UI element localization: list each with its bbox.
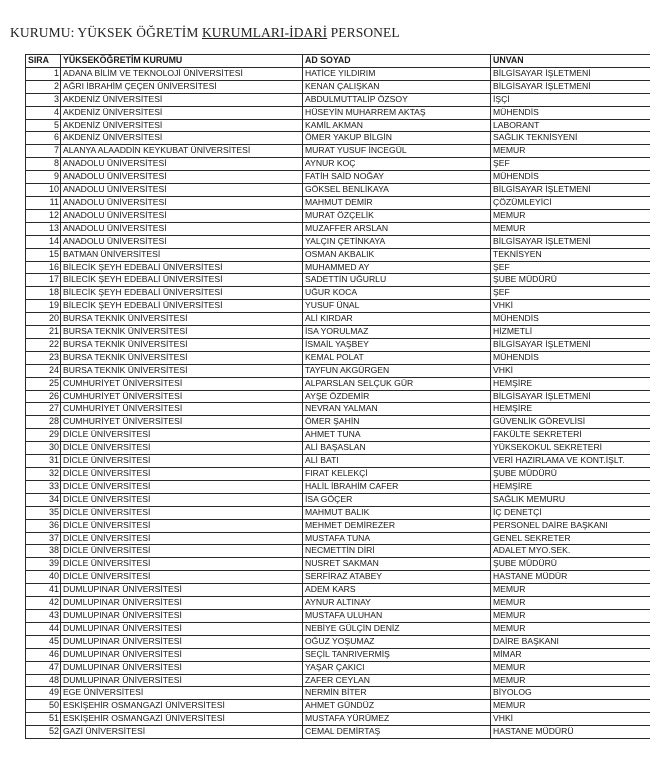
cell-kurum: DUMLUPINAR ÜNİVERSİTESİ: [61, 635, 303, 648]
cell-ad-soyad: ÖMER ŞAHİN: [303, 416, 491, 429]
table-row: [26, 80, 650, 93]
cell-unvan: MEMUR: [491, 674, 650, 687]
table-row: [26, 674, 650, 687]
cell-unvan: HİZMETLİ: [491, 326, 650, 339]
cell-ad-soyad: AYNUR KOÇ: [303, 158, 491, 171]
cell-ad-soyad: YUSUF ÜNAL: [303, 300, 491, 313]
table-row: [26, 597, 650, 610]
cell-unvan: BİLGİSAYAR İŞLETMENİ: [491, 80, 650, 93]
cell-ad-soyad: GÖKSEL BENLİKAYA: [303, 184, 491, 197]
table-row: [26, 248, 650, 261]
table-row: [26, 300, 650, 313]
cell-unvan: MEMUR: [491, 597, 650, 610]
cell-kurum: EGE ÜNİVERSİTESİ: [61, 687, 303, 700]
table-header-row: [26, 55, 650, 68]
cell-sira: 29: [26, 429, 61, 442]
cell-sira: 28: [26, 416, 61, 429]
cell-kurum: AKDENİZ ÜNİVERSİTESİ: [61, 132, 303, 145]
cell-sira: 21: [26, 326, 61, 339]
cell-unvan: PERSONEL DAİRE BAŞKANI: [491, 519, 650, 532]
cell-ad-soyad: HATİCE YILDIRIM: [303, 67, 491, 80]
cell-unvan: ADALET MYO.SEK.: [491, 545, 650, 558]
cell-unvan: GÜVENLİK GÖREVLİSİ: [491, 416, 650, 429]
cell-ad-soyad: HÜSEYİN MUHARREM AKTAŞ: [303, 106, 491, 119]
cell-sira: 3: [26, 93, 61, 106]
cell-unvan: HEMŞİRE: [491, 403, 650, 416]
cell-unvan: BİLGİSAYAR İŞLETMENİ: [491, 338, 650, 351]
cell-unvan: HEMŞİRE: [491, 480, 650, 493]
cell-kurum: ANADOLU ÜNİVERSİTESİ: [61, 209, 303, 222]
table-row: [26, 455, 650, 468]
cell-sira: 34: [26, 493, 61, 506]
cell-ad-soyad: KEMAL POLAT: [303, 351, 491, 364]
cell-kurum: AĞRI İBRAHİM ÇEÇEN ÜNİVERSİTESİ: [61, 80, 303, 93]
cell-sira: 24: [26, 364, 61, 377]
cell-sira: 11: [26, 196, 61, 209]
cell-ad-soyad: ALPARSLAN SELÇUK GÜR: [303, 377, 491, 390]
table-row: [26, 274, 650, 287]
cell-unvan: HEMŞİRE: [491, 377, 650, 390]
cell-unvan: BİLGİSAYAR İŞLETMENİ: [491, 235, 650, 248]
table-row: [26, 571, 650, 584]
cell-ad-soyad: SEÇİL TANRIVERMİŞ: [303, 648, 491, 661]
cell-sira: 22: [26, 338, 61, 351]
cell-sira: 42: [26, 597, 61, 610]
table-row: [26, 609, 650, 622]
cell-ad-soyad: YALÇIN ÇETİNKAYA: [303, 235, 491, 248]
table-row: [26, 545, 650, 558]
cell-kurum: CUMHURİYET ÜNİVERSİTESİ: [61, 377, 303, 390]
cell-sira: 20: [26, 313, 61, 326]
cell-unvan: TEKNİSYEN: [491, 248, 650, 261]
table-row: [26, 222, 650, 235]
cell-ad-soyad: MURAT ÖZÇELİK: [303, 209, 491, 222]
header-ad-soyad: AD SOYAD: [303, 55, 491, 68]
cell-unvan: ŞUBE MÜDÜRÜ: [491, 558, 650, 571]
cell-sira: 48: [26, 674, 61, 687]
table-row: [26, 209, 650, 222]
table-row: [26, 403, 650, 416]
cell-sira: 35: [26, 506, 61, 519]
cell-kurum: DİCLE ÜNİVERSİTESİ: [61, 442, 303, 455]
table-row: [26, 377, 650, 390]
cell-ad-soyad: SERFİRAZ ATABEY: [303, 571, 491, 584]
table-row: [26, 519, 650, 532]
title-underlined: KURUMLARI-İDARİ: [201, 25, 328, 40]
table-row: [26, 648, 650, 661]
cell-sira: 43: [26, 609, 61, 622]
cell-sira: 40: [26, 571, 61, 584]
table-row: [26, 416, 650, 429]
cell-kurum: DİCLE ÜNİVERSİTESİ: [61, 429, 303, 442]
cell-kurum: BURSA TEKNİK ÜNİVERSİTESİ: [61, 338, 303, 351]
title-prefix: KURUMU: YÜKSEK ÖĞRETİM: [10, 25, 202, 40]
cell-kurum: GAZİ ÜNİVERSİTESİ: [61, 726, 303, 739]
cell-unvan: MÜHENDİS: [491, 171, 650, 184]
cell-ad-soyad: ALİ BATI: [303, 455, 491, 468]
cell-ad-soyad: UĞUR KOCA: [303, 287, 491, 300]
cell-sira: 5: [26, 119, 61, 132]
cell-kurum: DUMLUPINAR ÜNİVERSİTESİ: [61, 648, 303, 661]
cell-unvan: VHKİ: [491, 300, 650, 313]
cell-unvan: SAĞLIK MEMURU: [491, 493, 650, 506]
cell-sira: 7: [26, 145, 61, 158]
table-row: [26, 622, 650, 635]
table-row: [26, 558, 650, 571]
table-row: [26, 364, 650, 377]
cell-unvan: İÇ DENETÇİ: [491, 506, 650, 519]
cell-sira: 36: [26, 519, 61, 532]
cell-kurum: AKDENİZ ÜNİVERSİTESİ: [61, 119, 303, 132]
header-sira: SIRA: [26, 55, 61, 68]
cell-sira: 12: [26, 209, 61, 222]
cell-kurum: ESKİŞEHİR OSMANGAZİ ÜNİVERSİTESİ: [61, 700, 303, 713]
cell-kurum: BURSA TEKNİK ÜNİVERSİTESİ: [61, 313, 303, 326]
cell-ad-soyad: İSMAİL YAŞBEY: [303, 338, 491, 351]
cell-kurum: DUMLUPINAR ÜNİVERSİTESİ: [61, 584, 303, 597]
cell-kurum: DİCLE ÜNİVERSİTESİ: [61, 545, 303, 558]
table-row: [26, 480, 650, 493]
table-row: [26, 119, 650, 132]
personnel-table: [25, 54, 650, 739]
cell-unvan: GENEL SEKRETER: [491, 532, 650, 545]
cell-kurum: DUMLUPINAR ÜNİVERSİTESİ: [61, 661, 303, 674]
title-suffix: PERSONEL: [327, 25, 400, 40]
cell-unvan: VHKİ: [491, 713, 650, 726]
cell-ad-soyad: AYNUR ALTINAY: [303, 597, 491, 610]
table-row: [26, 493, 650, 506]
table-row: [26, 468, 650, 481]
cell-unvan: ŞEF: [491, 261, 650, 274]
table-row: [26, 442, 650, 455]
cell-unvan: MEMUR: [491, 222, 650, 235]
cell-ad-soyad: FIRAT KELEKÇİ: [303, 468, 491, 481]
cell-kurum: DİCLE ÜNİVERSİTESİ: [61, 493, 303, 506]
cell-ad-soyad: MAHMUT BALIK: [303, 506, 491, 519]
cell-ad-soyad: KENAN ÇALIŞKAN: [303, 80, 491, 93]
cell-unvan: BİLGİSAYAR İŞLETMENİ: [491, 184, 650, 197]
table-row: [26, 351, 650, 364]
cell-kurum: ANADOLU ÜNİVERSİTESİ: [61, 171, 303, 184]
cell-sira: 15: [26, 248, 61, 261]
cell-sira: 44: [26, 622, 61, 635]
cell-kurum: DİCLE ÜNİVERSİTESİ: [61, 532, 303, 545]
cell-kurum: BİLECİK ŞEYH EDEBALİ ÜNİVERSİTESİ: [61, 287, 303, 300]
cell-sira: 46: [26, 648, 61, 661]
cell-sira: 4: [26, 106, 61, 119]
cell-ad-soyad: MUSTAFA ULUHAN: [303, 609, 491, 622]
table-row: [26, 687, 650, 700]
cell-sira: 23: [26, 351, 61, 364]
cell-kurum: BATMAN ÜNİVERSİTESİ: [61, 248, 303, 261]
table-row: [26, 661, 650, 674]
table-row: [26, 532, 650, 545]
cell-unvan: YÜKSEKOKUL SEKRETERİ: [491, 442, 650, 455]
cell-sira: 37: [26, 532, 61, 545]
cell-kurum: DİCLE ÜNİVERSİTESİ: [61, 519, 303, 532]
cell-sira: 16: [26, 261, 61, 274]
cell-kurum: CUMHURİYET ÜNİVERSİTESİ: [61, 416, 303, 429]
cell-unvan: BİLGİSAYAR İŞLETMENİ: [491, 390, 650, 403]
table-row: [26, 132, 650, 145]
cell-unvan: VHKİ: [491, 364, 650, 377]
header-kurum: YÜKSEKÖĞRETİM KURUMU: [61, 55, 303, 68]
table-row: [26, 584, 650, 597]
cell-unvan: MEMUR: [491, 145, 650, 158]
cell-unvan: MÜHENDİS: [491, 106, 650, 119]
header-unvan: UNVAN: [491, 55, 650, 68]
cell-kurum: ANADOLU ÜNİVERSİTESİ: [61, 222, 303, 235]
cell-ad-soyad: AYŞE ÖZDEMİR: [303, 390, 491, 403]
cell-sira: 25: [26, 377, 61, 390]
cell-sira: 47: [26, 661, 61, 674]
table-row: [26, 326, 650, 339]
cell-sira: 1: [26, 67, 61, 80]
cell-kurum: BURSA TEKNİK ÜNİVERSİTESİ: [61, 326, 303, 339]
table-row: [26, 429, 650, 442]
cell-ad-soyad: ÖMER YAKUP BİLGİN: [303, 132, 491, 145]
cell-ad-soyad: ALİ BAŞASLAN: [303, 442, 491, 455]
cell-kurum: BİLECİK ŞEYH EDEBALİ ÜNİVERSİTESİ: [61, 261, 303, 274]
table-row: [26, 338, 650, 351]
cell-ad-soyad: CEMAL DEMİRTAŞ: [303, 726, 491, 739]
cell-ad-soyad: HALİL İBRAHİM CAFER: [303, 480, 491, 493]
cell-kurum: ANADOLU ÜNİVERSİTESİ: [61, 196, 303, 209]
cell-unvan: SAĞLIK TEKNİSYENİ: [491, 132, 650, 145]
cell-unvan: MEMUR: [491, 209, 650, 222]
cell-ad-soyad: NECMETTİN DİRİ: [303, 545, 491, 558]
cell-sira: 39: [26, 558, 61, 571]
cell-kurum: DİCLE ÜNİVERSİTESİ: [61, 480, 303, 493]
cell-kurum: AKDENİZ ÜNİVERSİTESİ: [61, 106, 303, 119]
cell-kurum: DİCLE ÜNİVERSİTESİ: [61, 455, 303, 468]
cell-sira: 30: [26, 442, 61, 455]
cell-ad-soyad: NEBİYE GÜLÇİN DENİZ: [303, 622, 491, 635]
cell-kurum: DİCLE ÜNİVERSİTESİ: [61, 506, 303, 519]
cell-kurum: DUMLUPINAR ÜNİVERSİTESİ: [61, 622, 303, 635]
cell-kurum: BURSA TEKNİK ÜNİVERSİTESİ: [61, 351, 303, 364]
cell-unvan: MEMUR: [491, 609, 650, 622]
cell-unvan: BİYOLOG: [491, 687, 650, 700]
table-row: [26, 635, 650, 648]
cell-unvan: ŞEF: [491, 158, 650, 171]
cell-kurum: ESKİŞEHİR OSMANGAZİ ÜNİVERSİTESİ: [61, 713, 303, 726]
cell-ad-soyad: MEHMET DEMİREZER: [303, 519, 491, 532]
table-row: [26, 700, 650, 713]
table-row: [26, 67, 650, 80]
cell-unvan: MÜHENDİS: [491, 351, 650, 364]
cell-kurum: CUMHURİYET ÜNİVERSİTESİ: [61, 403, 303, 416]
cell-kurum: ADANA BİLİM VE TEKNOLOJİ ÜNİVERSİTESİ: [61, 67, 303, 80]
cell-ad-soyad: MUZAFFER ARSLAN: [303, 222, 491, 235]
cell-sira: 14: [26, 235, 61, 248]
table-row: [26, 106, 650, 119]
cell-kurum: BİLECİK ŞEYH EDEBALİ ÜNİVERSİTESİ: [61, 274, 303, 287]
cell-sira: 26: [26, 390, 61, 403]
cell-ad-soyad: İSA YORULMAZ: [303, 326, 491, 339]
cell-kurum: ANADOLU ÜNİVERSİTESİ: [61, 184, 303, 197]
cell-unvan: ÇÖZÜMLEYİCİ: [491, 196, 650, 209]
cell-ad-soyad: AHMET TUNA: [303, 429, 491, 442]
cell-ad-soyad: KAMİL AKMAN: [303, 119, 491, 132]
cell-unvan: HASTANE MÜDÜRÜ: [491, 726, 650, 739]
cell-unvan: FAKÜLTE SEKRETERİ: [491, 429, 650, 442]
cell-ad-soyad: OSMAN AKBALIK: [303, 248, 491, 261]
cell-kurum: BİLECİK ŞEYH EDEBALİ ÜNİVERSİTESİ: [61, 300, 303, 313]
cell-sira: 50: [26, 700, 61, 713]
table-row: [26, 506, 650, 519]
cell-sira: 49: [26, 687, 61, 700]
cell-sira: 19: [26, 300, 61, 313]
cell-sira: 51: [26, 713, 61, 726]
cell-kurum: CUMHURİYET ÜNİVERSİTESİ: [61, 390, 303, 403]
cell-unvan: MEMUR: [491, 622, 650, 635]
cell-unvan: İŞÇİ: [491, 93, 650, 106]
cell-kurum: ANADOLU ÜNİVERSİTESİ: [61, 235, 303, 248]
cell-sira: 10: [26, 184, 61, 197]
cell-ad-soyad: MURAT YUSUF İNCEGÜL: [303, 145, 491, 158]
cell-sira: 33: [26, 480, 61, 493]
cell-kurum: DİCLE ÜNİVERSİTESİ: [61, 468, 303, 481]
table-row: [26, 184, 650, 197]
cell-unvan: HASTANE MÜDÜR: [491, 571, 650, 584]
cell-sira: 13: [26, 222, 61, 235]
cell-sira: 27: [26, 403, 61, 416]
cell-ad-soyad: MUHAMMED AY: [303, 261, 491, 274]
table-row: [26, 726, 650, 739]
cell-unvan: DAİRE BAŞKANI: [491, 635, 650, 648]
cell-ad-soyad: YAŞAR ÇAKICI: [303, 661, 491, 674]
cell-ad-soyad: SADETTİN UĞURLU: [303, 274, 491, 287]
cell-kurum: AKDENİZ ÜNİVERSİTESİ: [61, 93, 303, 106]
cell-unvan: ŞUBE MÜDÜRÜ: [491, 274, 650, 287]
cell-sira: 6: [26, 132, 61, 145]
table-row: [26, 158, 650, 171]
table-row: [26, 235, 650, 248]
cell-sira: 17: [26, 274, 61, 287]
table-row: [26, 145, 650, 158]
document-title: [10, 25, 400, 41]
cell-ad-soyad: ALİ KIRDAR: [303, 313, 491, 326]
cell-sira: 2: [26, 80, 61, 93]
cell-ad-soyad: MAHMUT DEMİR: [303, 196, 491, 209]
cell-sira: 38: [26, 545, 61, 558]
cell-kurum: DİCLE ÜNİVERSİTESİ: [61, 558, 303, 571]
cell-ad-soyad: AHMET GÜNDÜZ: [303, 700, 491, 713]
table-row: [26, 93, 650, 106]
cell-unvan: MİMAR: [491, 648, 650, 661]
cell-unvan: ŞUBE MÜDÜRÜ: [491, 468, 650, 481]
cell-unvan: VERİ HAZIRLAMA VE KONT.İŞLT.: [491, 455, 650, 468]
cell-ad-soyad: ADEM KARS: [303, 584, 491, 597]
cell-ad-soyad: NEVRAN YALMAN: [303, 403, 491, 416]
cell-unvan: ŞEF: [491, 287, 650, 300]
cell-sira: 32: [26, 468, 61, 481]
table-row: [26, 713, 650, 726]
cell-ad-soyad: NUSRET SAKMAN: [303, 558, 491, 571]
cell-sira: 18: [26, 287, 61, 300]
cell-kurum: DİCLE ÜNİVERSİTESİ: [61, 571, 303, 584]
cell-sira: 45: [26, 635, 61, 648]
cell-kurum: DUMLUPINAR ÜNİVERSİTESİ: [61, 609, 303, 622]
cell-kurum: BURSA TEKNİK ÜNİVERSİTESİ: [61, 364, 303, 377]
table-row: [26, 313, 650, 326]
cell-ad-soyad: ABDULMUTTALİP ÖZSOY: [303, 93, 491, 106]
cell-unvan: MÜHENDİS: [491, 313, 650, 326]
cell-ad-soyad: NERMİN BİTER: [303, 687, 491, 700]
cell-ad-soyad: ZAFER CEYLAN: [303, 674, 491, 687]
table-row: [26, 196, 650, 209]
cell-sira: 31: [26, 455, 61, 468]
table-row: [26, 287, 650, 300]
table-row: [26, 390, 650, 403]
cell-sira: 9: [26, 171, 61, 184]
table-body: [26, 67, 650, 738]
cell-ad-soyad: MUSTAFA YÜRÜMEZ: [303, 713, 491, 726]
cell-unvan: MEMUR: [491, 700, 650, 713]
cell-ad-soyad: MUSTAFA TUNA: [303, 532, 491, 545]
cell-sira: 8: [26, 158, 61, 171]
table-row: [26, 261, 650, 274]
cell-kurum: ALANYA ALAADDİN KEYKUBAT ÜNİVERSİTESİ: [61, 145, 303, 158]
cell-kurum: DUMLUPINAR ÜNİVERSİTESİ: [61, 597, 303, 610]
cell-kurum: DUMLUPINAR ÜNİVERSİTESİ: [61, 674, 303, 687]
cell-sira: 52: [26, 726, 61, 739]
cell-unvan: MEMUR: [491, 584, 650, 597]
cell-kurum: ANADOLU ÜNİVERSİTESİ: [61, 158, 303, 171]
cell-ad-soyad: TAYFUN AKGÜRGEN: [303, 364, 491, 377]
cell-unvan: MEMUR: [491, 661, 650, 674]
cell-sira: 41: [26, 584, 61, 597]
cell-ad-soyad: İSA GÖÇER: [303, 493, 491, 506]
cell-unvan: LABORANT: [491, 119, 650, 132]
cell-unvan: BİLGİSAYAR İŞLETMENİ: [491, 67, 650, 80]
table-row: [26, 171, 650, 184]
cell-ad-soyad: FATİH SAİD NOĞAY: [303, 171, 491, 184]
cell-ad-soyad: OĞUZ YOŞUMAZ: [303, 635, 491, 648]
